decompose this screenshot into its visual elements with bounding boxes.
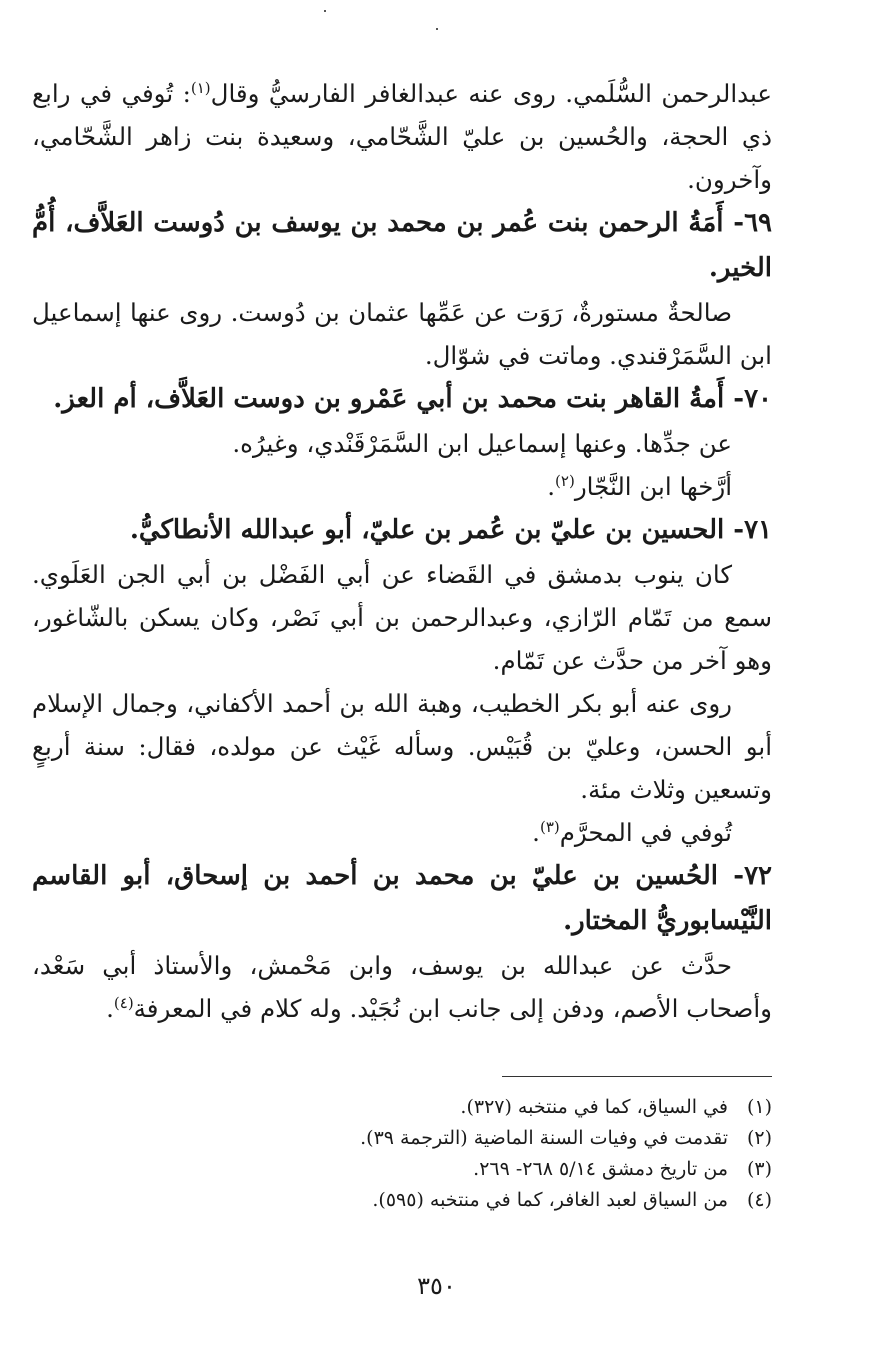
body-paragraph (32, 72, 772, 201)
footnote-number: (٤) (746, 1189, 772, 1211)
scan-speck (324, 10, 326, 12)
footnote-text: في السياق، كما في منتخبه (٣٢٧). (460, 1096, 728, 1118)
footnote-number: (١) (746, 1096, 772, 1118)
entry-heading: ٧٢- الحُسين بن عليّ بن محمد بن أحمد بن إسحاق، أبو القاسم النَّيْسابوريُّ المختار. (32, 861, 772, 936)
body-paragraph (32, 944, 772, 1030)
paragraph-text: كان ينوب بدمشق في القَضاء عن أبي الفَضْل بن أبي الجن العَلَوي. سمع من تَمّام الرّازي، وعبدالرحمن بن أبي نَصْر، وكان يسكن بالشّاغور، وهو آخر من حدَّث عن تَمّام. (32, 560, 772, 675)
footnote-text: تقدمت في وفيات السنة الماضية (الترجمة ٣٩). (360, 1127, 728, 1149)
footnote-reference: (٢) (555, 471, 575, 490)
main-text (32, 72, 772, 1030)
body-paragraph (32, 422, 772, 465)
body-paragraph (32, 682, 772, 811)
footnote (32, 1154, 772, 1185)
footnote-text: من تاريخ دمشق ٥/١٤ ٢٦٨- ٢٦٩. (473, 1158, 728, 1180)
paragraph-text-continued: : تُوفي في رابع ذي الحجة، والحُسين بن عليّ الشَّحّامي، وسعيدة بنت زاهر الشَّحّامي، وآخرون. (32, 79, 772, 194)
body-paragraph (32, 553, 772, 682)
footnote-reference: (٣) (539, 817, 560, 836)
footnote-text: من السياق لعبد الغافر، كما في منتخبه (٥٩٥). (372, 1189, 728, 1211)
entry-heading: ٧٠- أَمةُ القاهر بنت محمد بن أبي عَمْرو بن دوست العَلاَّف، أم العز. (53, 384, 772, 414)
footnote (32, 1092, 772, 1123)
footnote-reference: (١) (190, 78, 211, 97)
footnote-separator (502, 1076, 772, 1077)
body-paragraph (32, 465, 772, 508)
footnote (32, 1185, 772, 1216)
body-paragraph (32, 811, 772, 854)
footnote-number: (٣) (746, 1158, 772, 1180)
page-number: ٣٥٠ (417, 1272, 456, 1300)
paragraph-text: أرَّخها ابن النَّجّار (574, 472, 732, 501)
paragraph-text-continued: . (532, 818, 540, 847)
footnotes (32, 1092, 772, 1216)
body-paragraph (32, 291, 772, 377)
entry-heading: ٧١- الحسين بن عليّ بن عُمر بن عليّ، أبو عبدالله الأنطاكيُّ. (129, 515, 772, 545)
paragraph-text: حدَّث عن عبدالله بن يوسف، وابن مَحْمش، والأستاذ أبي سَعْد، وأصحاب الأصم، ودفن إلى جانب ابن نُجَيْد. وله كلام في المعرفة (32, 951, 772, 1023)
scan-speck (436, 28, 438, 30)
footnote (32, 1123, 772, 1154)
paragraph-text-continued: . (547, 472, 556, 501)
paragraph-text: تُوفي في المحرَّم (559, 818, 732, 847)
paragraph-text-continued: . (106, 994, 114, 1023)
paragraph-text: عن جدِّها. وعنها إسماعيل ابن السَّمَرْقَنْدي، وغيرُه. (232, 429, 732, 458)
footnote-reference: (٤) (113, 993, 134, 1012)
footnote-number: (٢) (746, 1127, 772, 1149)
paragraph-text: روى عنه أبو بكر الخطيب، وهبة الله بن أحمد الأكفاني، وجمال الإسلام أبو الحسن، وعليّ بن قُبَيْس. وسأله غَيْث عن مولده، فقال: سنة أربعٍ وتسعين وثلاث مئة. (32, 689, 772, 804)
entry-heading: ٦٩- أَمَةُ الرحمن بنت عُمر بن محمد بن يوسف بن دُوست العَلاَّف، أُمُّ الخير. (32, 208, 772, 283)
paragraph-text: صالحةٌ مستورةٌ، رَوَت عن عَمِّها عثمان بن دُوست. روى عنها إسماعيل ابن السَّمَرْقندي. وماتت في شوّال. (32, 298, 772, 370)
paragraph-text: عبدالرحمن السُّلَمي. روى عنه عبدالغافر الفارسيُّ وقال (210, 79, 772, 108)
